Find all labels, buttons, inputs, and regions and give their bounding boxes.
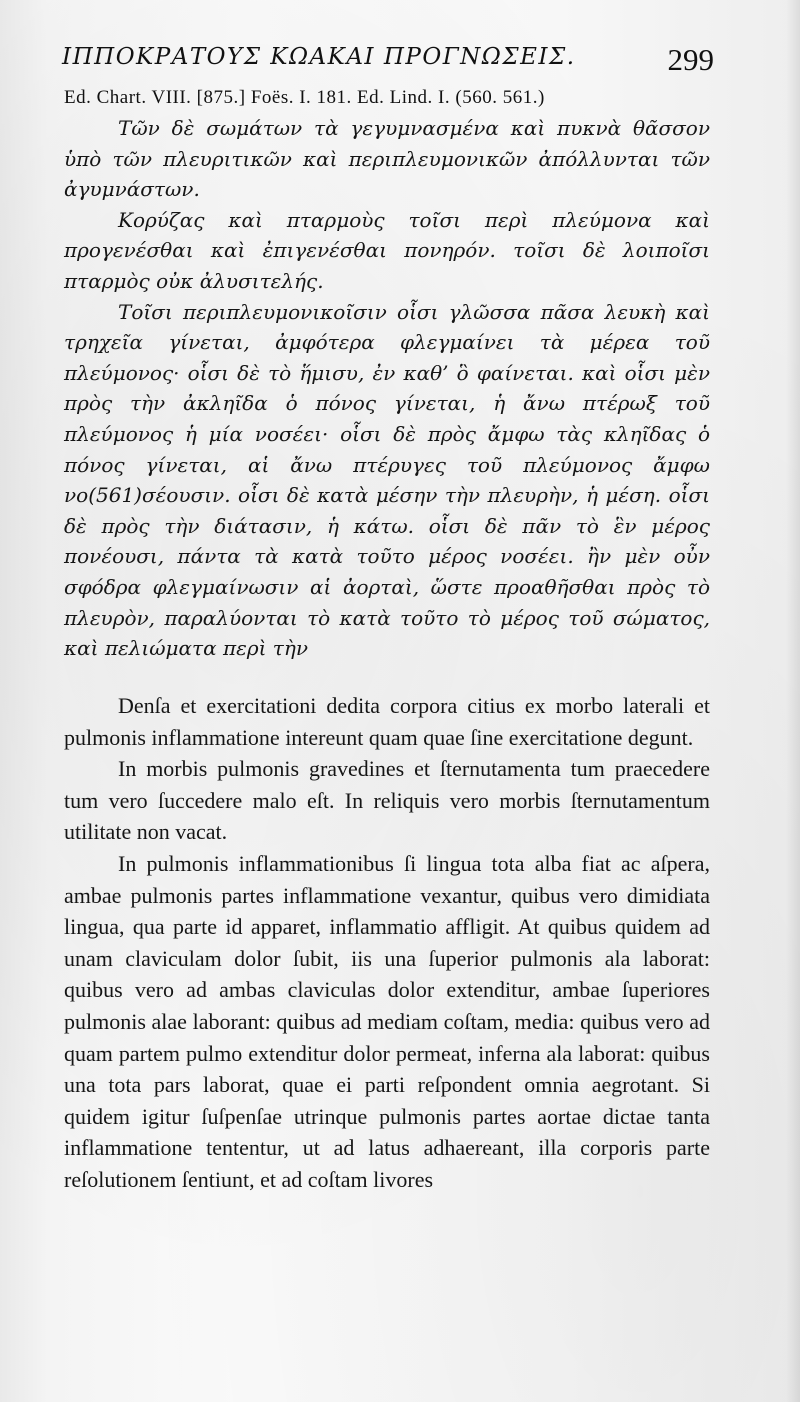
running-title: ΙΠΠΟΚΡΑΤΟΥΣ ΚΩΑΚΑΙ ΠΡΟΓΝΩΣΕΙΣ.: [62, 44, 576, 70]
page-number: 299: [667, 42, 714, 77]
greek-paragraph-1: Τῶν δὲ σωμάτων τὰ γεγυμνασμένα καὶ πυκνὰ θᾶσσον ὑπὸ τῶν πλευριτικῶν καὶ περιπλευμονικῶν ἀπόλλυνται τῶν ἀγυμνάστων.: [64, 116, 710, 202]
greek-paragraph-2: Κορύζας καὶ πταρμοὺς τοῖσι περὶ πλεύμονα καὶ προγενέσθαι καὶ ἐπιγενέσθαι πονηρόν. τοῖσι δὲ λοιποῖσι πταρμὸς οὐκ ἀλυσιτελής.: [64, 207, 710, 293]
edition-reference: Ed. Chart. VIII. [875.] Foës. I. 181. Ed. Lind. I. (560. 561.): [64, 87, 545, 108]
latin-paragraph-2: In morbis pulmonis gravedines et ſternutamenta tum praecedere tum vero ſuccedere malo eſt. In reliquis vero morbis ſternutamentum utilitate non vacat.: [64, 756, 710, 845]
latin-paragraph-1: Denſa et exercitationi dedita corpora citius ex morbo laterali et pulmonis inflammatione intereunt quam quae ſine exercitatione degunt.: [64, 693, 710, 750]
greek-paragraph-3: Τοῖσι περιπλευμονικοῖσιν οἷσι γλῶσσα πᾶσα λευκὴ καὶ τρηχεῖα γίνεται, ἀμφότερα φλεγμαίνει τὰ μέρεα τοῦ πλεύμονος· οἷσι δὲ τὸ ἥμισυ, ἐν καθ’ ὃ φαίνεται. καὶ οἷσι μὲν πρὸς τὴν ἀκληῖδα ὁ πόνος γίνεται, ἡ ἄνω πτέρωξ τοῦ πλεύμονος ἡ μία νοσέει· οἷσι δὲ πρὸς ἄμφω τὰς κληῖδας ὁ πόνος γίνεται, αἱ ἄνω πτέρυγες τοῦ πλεύμονος ἄμφω νο(561)σέουσιν. οἷσι δὲ κατὰ μέσην τὴν πλευρὴν, ἡ μέση. οἷσι δὲ πρὸς τὴν διάτασιν, ἡ κάτω. οἷσι δὲ πᾶν τὸ ἓν μέρος πονέουσι, πάντα τὰ κατὰ τοῦτο μέρος νοσέει. ἢν μὲν οὖν σφόδρα φλεγμαίνωσιν αἱ ἀορταὶ, ὥστε προαθῆσθαι πρὸς τὸ πλευρὸν, παραλύονται τὸ κατὰ τοῦτο τὸ μέρος τοῦ σώματος, καὶ πελιώματα περὶ τὴν: [64, 299, 710, 661]
page-edge-shadow: [786, 0, 800, 1402]
greek-text-block: [64, 113, 710, 664]
latin-text-block: [64, 690, 710, 1196]
latin-paragraph-3: In pulmonis inflammationibus ſi lingua tota alba fiat ac aſpera, ambae pulmonis partes inflammatione vexantur, quibus vero dimidiata lingua, qua parte id apparet, inflammatio affligit. At quibus quidem ad unam claviculam dolor ſubit, iis una ſuperior pulmonis ala laborat: quibus vero ad ambas claviculas dolor extenditur, ambae ſuperiores pulmonis alae laborant: quibus ad mediam coſtam, media: quibus vero ad quam partem pulmo extenditur dolor permeat, inferna ala laborat: quibus una tota pars laborat, quae ei parti reſpondent omnia aegrotant. Si quidem igitur ſuſpenſae utrinque pulmonis partes aortae dictae tanta inflammatione tententur, ut ad latus adhaereant, illa corporis parte reſolutionem ſentiunt, et ad coſtam livores: [64, 850, 710, 1192]
